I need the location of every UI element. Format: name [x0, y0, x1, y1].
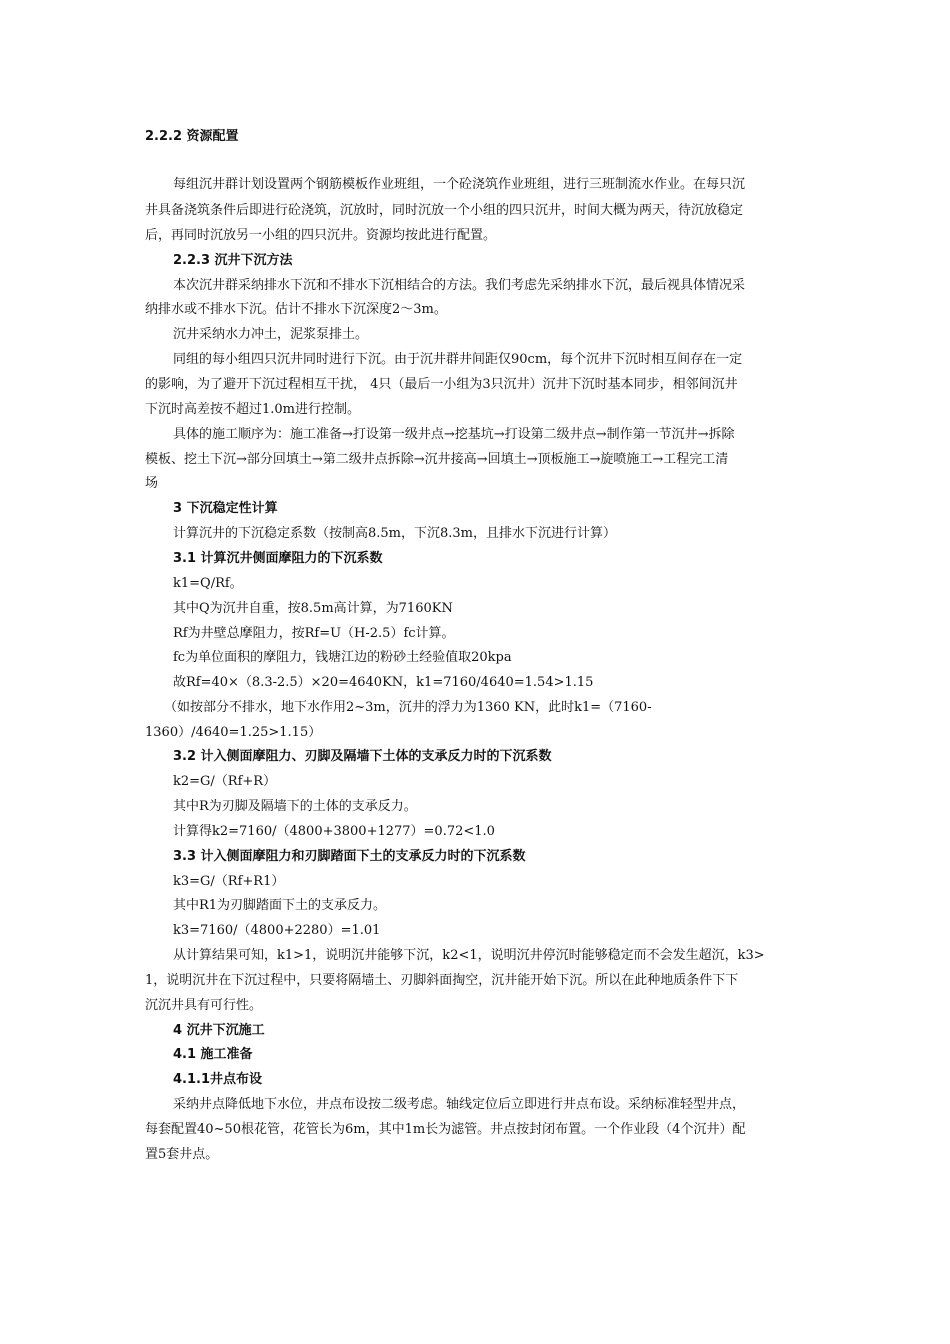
- paragraph-line: 每组沉井群计划设置两个钢筋模板作业班组，一个砼浇筑作业班组，进行三班制流水作业。在每只沉: [173, 177, 746, 192]
- paragraph-line: 每套配置40~50根花管，花管长为6m，其中1m长为滤管。井点按封闭布置。一个作业段（4个沉井）配: [145, 1122, 746, 1137]
- heading-3-2: 3.2 计入侧面摩阻力、刃脚及隔墙下土体的支承反力时的下沉系数: [173, 749, 552, 764]
- heading-4-1-1: 4.1.1井点布设: [173, 1072, 263, 1087]
- paragraph-line: 置5套井点。: [145, 1147, 219, 1162]
- formula-line: 计算得k2=7160/（4800+3800+1277）=0.72<1.0: [173, 824, 495, 839]
- paragraph-line: 沉沉井具有可行性。: [145, 998, 263, 1013]
- formula-line: k2=G/（Rf+R）: [173, 774, 277, 789]
- paragraph-line: 计算沉井的下沉稳定系数（按制高8.5m，下沉8.3m，且排水下沉进行计算）: [173, 526, 617, 541]
- formula-line: k3=7160/（4800+2280）=1.01: [173, 923, 381, 938]
- heading-4-1: 4.1 施工准备: [173, 1047, 253, 1062]
- paragraph-line: 本次沉井群采纳排水下沉和不排水下沉相结合的方法。我们考虑先采纳排水下沉，最后视具体情况采: [173, 278, 746, 293]
- paragraph-line: fc为单位面积的摩阻力，钱塘江边的粉砂土经验值取20kpa: [173, 650, 512, 665]
- paragraph-line: 其中R为刃脚及隔墙下的土体的支承反力。: [173, 799, 417, 814]
- paragraph-line: 具体的施工顺序为：施工准备→打设第一级井点→挖基坑→打设第二级井点→制作第一节沉井→拆除: [173, 427, 735, 442]
- paragraph-line: 1，说明沉井在下沉过程中，只要将隔墙土、刃脚斜面掏空，沉井能开始下沉。所以在此种地质条件下下: [145, 973, 739, 988]
- heading-2-2-3: 2.2.3 沉井下沉方法: [173, 253, 293, 268]
- paragraph-line: 其中R1为刃脚踏面下土的支承反力。: [173, 898, 387, 913]
- paragraph-line: 场: [145, 476, 159, 491]
- paragraph-line: 从计算结果可知，k1>1，说明沉井能够下沉，k2<1，说明沉井停沉时能够稳定而不会发生超沉，k3>: [173, 948, 765, 963]
- paragraph-line: 沉井采纳水力冲土，泥浆泵排土。: [173, 327, 369, 342]
- heading-3-1: 3.1 计算沉井侧面摩阻力的下沉系数: [173, 551, 383, 566]
- formula-line: 故Rf=40×（8.3-2.5）×20=4640KN，k1=7160/4640=1.54>1.15: [173, 675, 594, 690]
- paragraph-line: 1360）/4640=1.25>1.15）: [145, 725, 322, 740]
- formula-line: k3=G/（Rf+R1）: [173, 874, 285, 889]
- paragraph-line: Rf为井壁总摩阻力，按Rf=U（H-2.5）fc计算。: [173, 626, 455, 641]
- heading-2-2-2: 2.2.2 资源配置: [145, 129, 239, 144]
- paragraph-line: 模板、挖土下沉→部分回填土→第二级井点拆除→沉井接高→回填土→顶板施工→旋喷施工→工程完工清: [145, 452, 729, 467]
- heading-3-3: 3.3 计入侧面摩阻力和刃脚踏面下土的支承反力时的下沉系数: [173, 849, 526, 864]
- paragraph-line: 同组的每小组四只沉井同时进行下沉。由于沉井群井间距仅90cm，每个沉井下沉时相互间存在一定: [173, 352, 743, 367]
- paragraph-line: 下沉时高差按不超过1.0m进行控制。: [145, 402, 361, 417]
- heading-4: 4 沉井下沉施工: [173, 1023, 265, 1038]
- paragraph-line: 的影响，为了避开下沉过程相互干扰， 4只（最后一小组为3只沉井）沉井下沉时基本同步，相邻间沉井: [145, 377, 738, 392]
- paragraph-line: （如按部分不排水，地下水作用2~3m，沉井的浮力为1360 KN，此时k1=（7160-: [164, 700, 652, 715]
- paragraph-line: 纳排水或不排水下沉。估计不排水下沉深度2～3m。: [145, 302, 447, 317]
- formula-line: k1=Q/Rf。: [173, 576, 243, 591]
- paragraph-line: 采纳井点降低地下水位，井点布设按二级考虑。轴线定位后立即进行井点布设。采纳标准轻型井点，: [173, 1097, 746, 1112]
- heading-3: 3 下沉稳定性计算: [173, 501, 278, 516]
- paragraph-line: 其中Q为沉井自重，按8.5m高计算，为7160KN: [173, 601, 453, 616]
- paragraph-line: 井具备浇筑条件后即进行砼浇筑，沉放时，同时沉放一个小组的四只沉井，时间大概为两天，待沉放稳定: [145, 203, 744, 218]
- paragraph-line: 后，再同时沉放另一小组的四只沉井。资源均按此进行配置。: [145, 228, 497, 243]
